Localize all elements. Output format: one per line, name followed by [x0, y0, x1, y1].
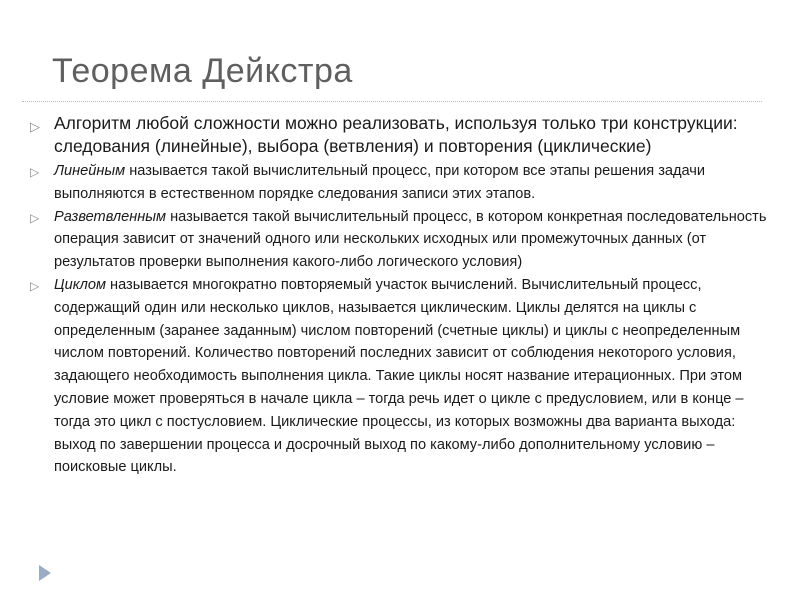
- bullet-text: Алгоритм любой сложности можно реализовать, используя только три конструкции: следования (линейные), выбора (ветвления) и повторения (циклические): [54, 113, 738, 156]
- bullet-linear: [28, 160, 780, 206]
- title-divider: [22, 101, 762, 102]
- term-linear: Линейным: [54, 163, 126, 179]
- corner-triangle-icon: [38, 564, 52, 582]
- hollow-triangle-bullet-icon: ▷: [30, 278, 40, 293]
- bullet-text: называется многократно повторяемый участок вычислений. Вычислительный процесс, содержащий один или несколько циклов, называется циклическим. Циклы делятся на циклы с определенным (заранее заданным) числом повторений (счетные циклы) и циклы с неопределенным числом повторений. Количество повторений последних зависит от соблюдения некоторого условия, задающего необходимость выполнения цикла. Такие циклы носят название итерационных. При этом условие может проверяться в начале цикла – тогда речь идет о цикле с предусловием, или в конце – тогда это цикл с постусловием. Циклические процессы, из которых возможны два варианта выхода: выход по завершении процесса и досрочный выход по какому-либо дополнительному условию – поисковые циклы.: [54, 276, 744, 476]
- bullet-main: [28, 112, 780, 158]
- bullet-cycle: [28, 274, 780, 479]
- hollow-triangle-bullet-icon: ▷: [30, 210, 40, 225]
- bullet-branching: [28, 206, 780, 274]
- bullet-text: называется такой вычислительный процесс, при котором все этапы решения задачи выполняются в естественном порядке следования записи этих этапов.: [54, 163, 706, 202]
- term-cycle: Циклом: [54, 276, 106, 293]
- hollow-triangle-bullet-icon: ▷: [30, 119, 40, 134]
- slide-body: [28, 112, 780, 479]
- term-branching: Разветвленным: [54, 208, 167, 225]
- hollow-triangle-bullet-icon: ▷: [30, 165, 40, 179]
- slide-title: Теорема Дейкстра: [52, 52, 353, 90]
- bullet-text: называется такой вычислительный процесс, в котором конкретная последовательность операция зависит от значений одного или нескольких исходных или промежуточных данных (от результатов проверки выполнения какого-либо логического условия): [54, 208, 767, 271]
